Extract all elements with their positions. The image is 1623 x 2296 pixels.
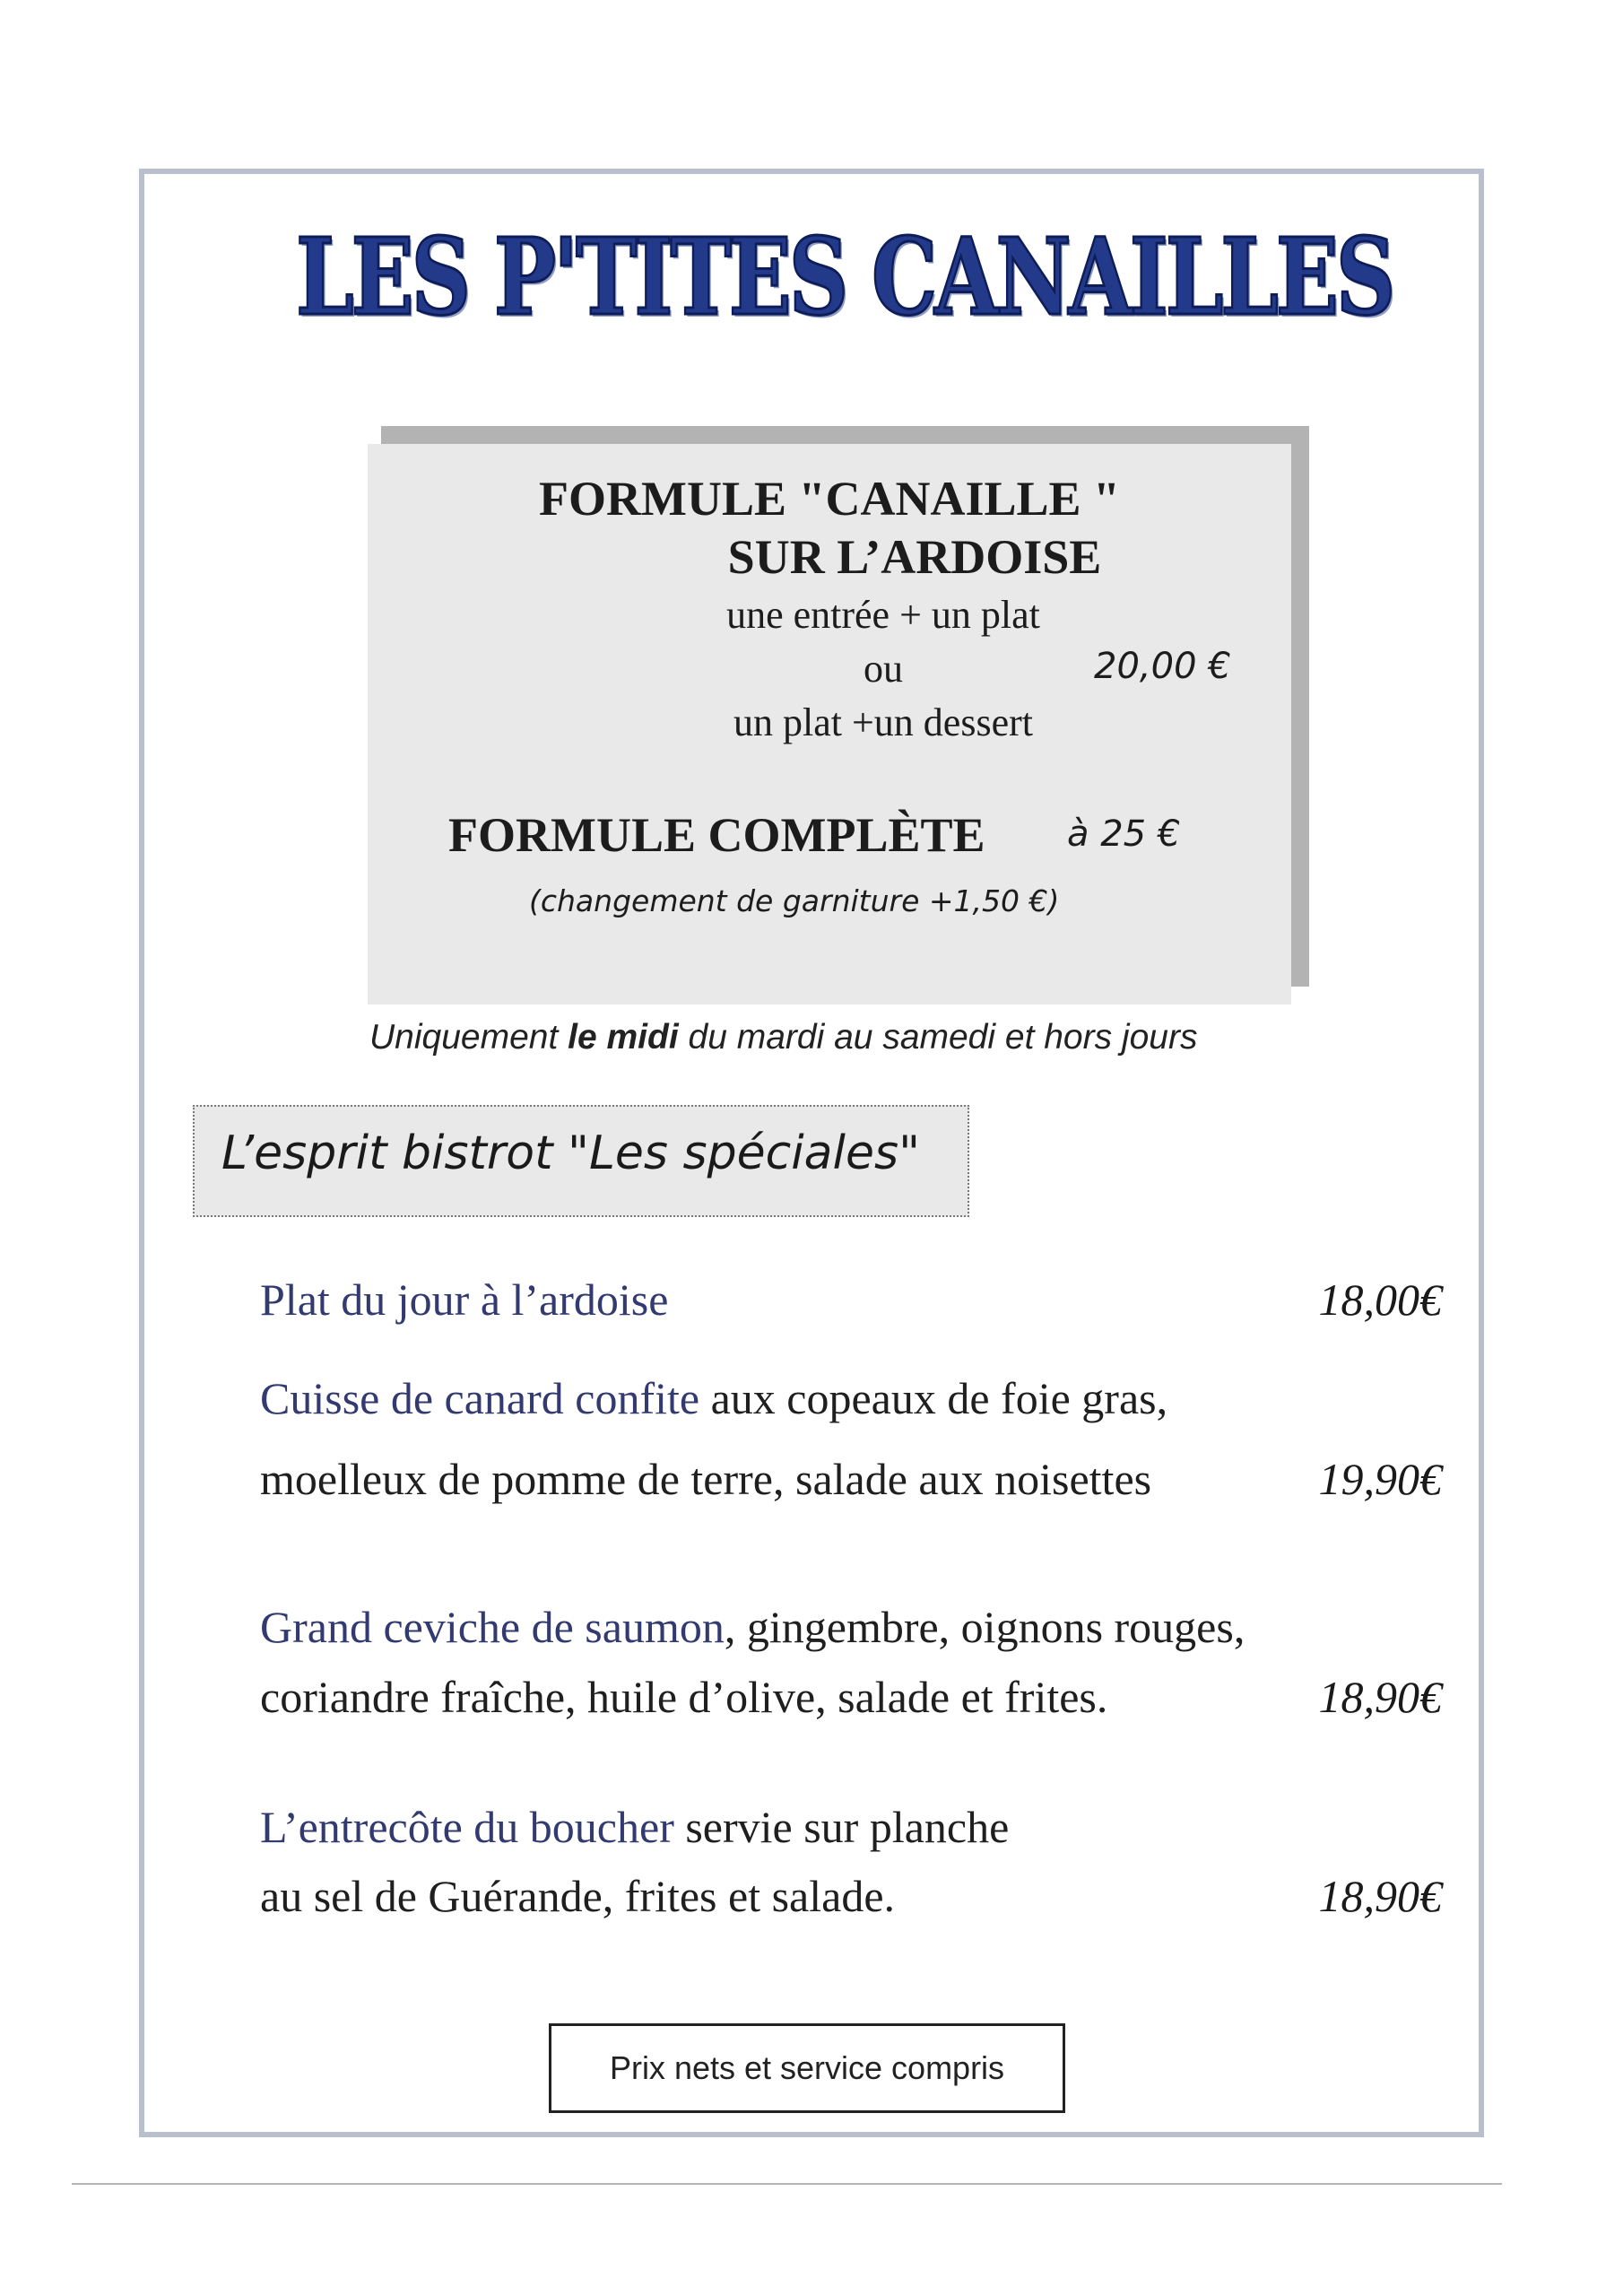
dish-3-line1 <box>260 1601 1245 1653</box>
dish-name: Plat du jour à l’ardoise <box>260 1274 669 1325</box>
restaurant-title: LES P'TITES CANAILLES <box>296 214 1393 339</box>
dish-4-line1 <box>260 1801 1009 1853</box>
dish-price: 18,90€ <box>1318 1672 1442 1722</box>
bottom-divider <box>72 2183 1502 2185</box>
dish-name: Cuisse de canard confite <box>260 1373 700 1423</box>
dish-price: 18,00€ <box>1318 1274 1442 1325</box>
dish-name: L’entrecôte du boucher <box>260 1802 674 1852</box>
dish-description-line2: coriandre fraîche, huile d’olive, salade et frites. <box>260 1672 1108 1722</box>
dish-name: Grand ceviche de saumon <box>260 1602 725 1652</box>
price-note-box: Prix nets et service compris <box>549 2023 1065 2113</box>
dish-price: 19,90€ <box>1318 1454 1442 1504</box>
dish-2-line1 <box>260 1372 1167 1424</box>
formule-or: ou <box>864 647 903 691</box>
formule-option-1: une entrée + un plat <box>726 593 1040 637</box>
formule-price: 20,00 € <box>1094 646 1231 687</box>
dish-price: 18,90€ <box>1318 1871 1442 1921</box>
dish-description: servie sur planche <box>685 1802 1010 1852</box>
dish-description-line2: au sel de Guérande, frites et salade. <box>260 1871 896 1921</box>
formule-option-2: un plat +un dessert <box>733 700 1033 744</box>
availability-note <box>369 1018 1197 1057</box>
formule-subtitle: SUR L’ARDOISE <box>727 530 1102 584</box>
garniture-note: (changement de garniture +1,50 €) <box>529 883 1060 918</box>
formule-title: FORMULE "CANAILLE " <box>539 472 1120 526</box>
formule-complete-price: à 25 € <box>1067 813 1181 855</box>
availability-bold: le midi <box>568 1018 679 1057</box>
formule-box <box>368 444 1291 1004</box>
dish-description: aux copeaux de foie gras, <box>710 1373 1168 1423</box>
section-header <box>193 1105 969 1217</box>
dish-description-line2: moelleux de pomme de terre, salade aux noisettes <box>260 1454 1152 1504</box>
availability-suffix: du mardi au samedi et hors jours <box>688 1018 1198 1057</box>
section-title: L’esprit bistrot "Les spéciales" <box>221 1126 920 1180</box>
dish-description: , gingembre, oignons rouges, <box>724 1602 1245 1652</box>
availability-prefix: Uniquement <box>369 1018 559 1057</box>
formule-complete-title: FORMULE COMPLÈTE <box>448 808 985 862</box>
dish-1-line1 <box>260 1274 668 1326</box>
